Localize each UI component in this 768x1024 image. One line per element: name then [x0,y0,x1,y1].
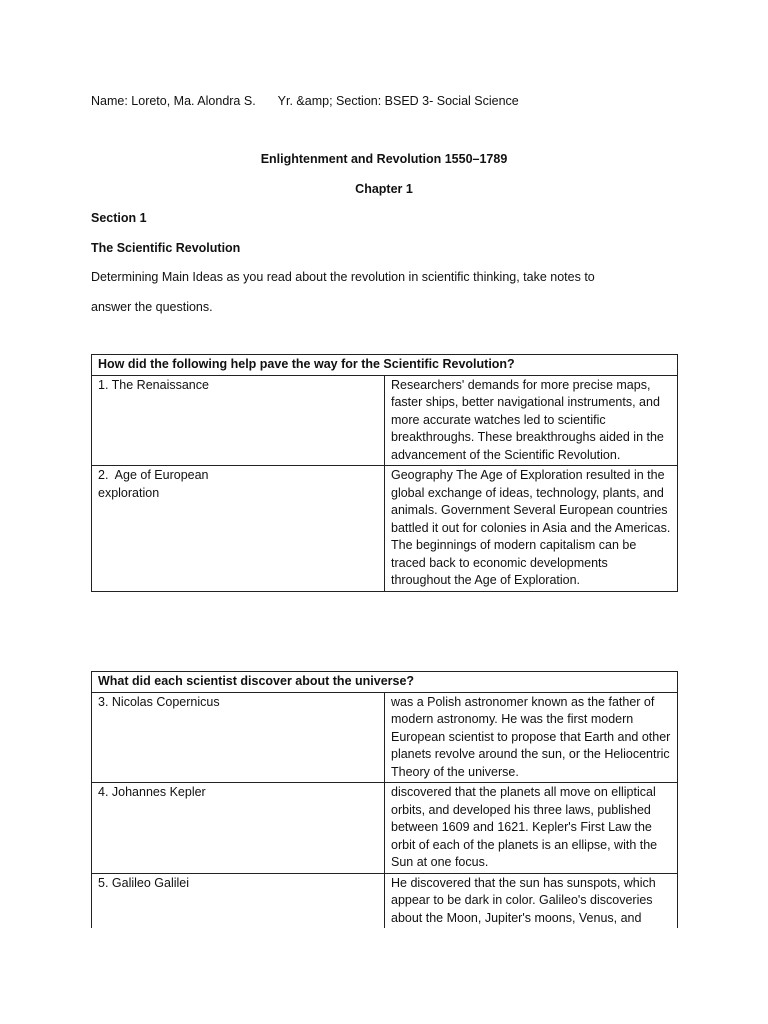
row-label-line-1: 2. Age of European [98,468,209,482]
row-answer: Researchers' demands for more precise maps, faster ships, better navigational instruments, and more accurate watches led to scientific breakthroughs. These breakthroughs aided in the advancement of the Scientific Revolution. [385,375,678,466]
row-label: 1. The Renaissance [92,375,385,466]
document-title: Enlightenment and Revolution 1550–1789 [260,152,508,166]
row-label: 3. Nicolas Copernicus [92,692,385,783]
row-answer: was a Polish astronomer known as the father of modern astronomy. He was the first modern European scientist to propose that Earth and other planets revolve around the sun, or the Heliocentric Theory of the universe. [385,692,678,783]
student-name: Name: Loreto, Ma. Alondra S. [91,94,256,108]
table-header: What did each scientist discover about the universe? [92,672,678,693]
row-label: 4. Johannes Kepler [92,783,385,874]
table-header-row [92,672,678,693]
table-row [92,873,678,928]
row-answer: discovered that the planets all move on elliptical orbits, and developed his three laws, published between 1609 and 1621. Kepler's First Law the orbit of each of the planets is an ellipse, with the Sun at one focus. [385,783,678,874]
scientific-revolution-table [91,354,678,592]
table-header: How did the following help pave the way for the Scientific Revolution? [92,355,678,376]
table-row [92,466,678,592]
instructions-line-1: Determining Main Ideas as you read about the revolution in scientific thinking, take notes to [91,270,595,284]
table-header-row [92,355,678,376]
row-label-line-2: exploration [98,485,160,500]
instructions-line-2: answer the questions. [91,300,213,314]
year-section: Yr. &amp; Section: BSED 3- Social Science [277,94,519,108]
row-answer: He discovered that the sun has sunspots, which appear to be dark in color. Galileo's discoveries about the Moon, Jupiter's moons, Venus, and [385,873,678,928]
row-label: 5. Galileo Galilei [92,873,385,928]
name-line [91,94,519,108]
section-heading: Section 1 [91,211,147,225]
chapter-heading: Chapter 1 [355,182,413,196]
row-answer: Geography The Age of Exploration resulted in the global exchange of ideas, technology, plants, and animals. Government Several European countries battled it out for colonies in Asia and the Americas. The beginnings of modern capitalism can be traced back to economic developments throughout the Age of Exploration. [385,466,678,592]
topic-heading: The Scientific Revolution [91,241,241,255]
row-label [92,466,385,592]
table-row [92,783,678,874]
table-row [92,375,678,466]
scientist-discoveries-table [91,671,678,928]
table-row [92,692,678,783]
